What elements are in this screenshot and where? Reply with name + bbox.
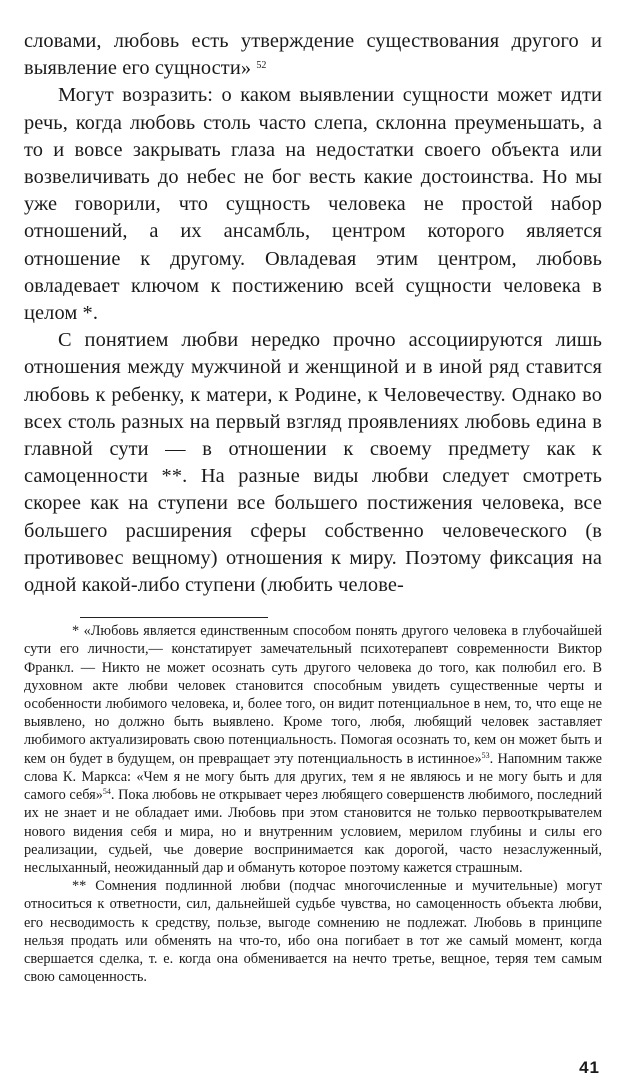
footnote-divider [80,617,268,618]
reference-53: 53 [481,750,490,760]
paragraph-3: С понятием любви нередко прочно ассоциируются лишь отношения между мужчиной и женщиной и в иной ряд ставится любовь к ребенку, к матери, к Родине, к Человечеству. Однако во всех столь разных на первый взгляд проявлениях любовь едина в главной сути — в отношении к своему предмету как к самоценности **. На разные виды любви следует смотреть скорее как на ступени все большего постижения человека, все большего расширения сферы собственно человеческого (в противовес вещному) отношения к миру. Поэтому фиксация на одной какой-либо ступени (любить челове- [24,329,602,597]
paragraph-1 [24,28,602,82]
reference-52: 52 [256,60,267,72]
footnote-1 [24,622,602,877]
book-page [24,28,602,986]
page-number: 41 [579,1058,600,1077]
footnote-1-part-a: * «Любовь является единственным способом понять другого человека в глубочайшей сути его личности,— констатирует замечательный психотерапевт современности Виктор Франкл. — Никто не может осознать суть другого человека до того, как полюбил его. В духовном акте любви человек становится способным увидеть существенные черты и особенности любимого человека, и, более того, он видит потенциальное в нем, то, что еще не выявлено, но должно быть выявлено. Кроме того, любя, любящий человек заставляет любимого актуализировать свою потенциальность. Помогая осознать то, кем он может быть и кем он будет в будущем, он превращает эту потенциальность в истинное» [24,623,602,767]
footnote-2: ** Сомнения подлинной любви (подчас многочисленные и мучительные) могут относиться к ответности, сил, дальнейшей судьбе чувства, но самоценность объекта любви, его несводимость к средству, пользе, выгоде сомнению не подлежат. Любовь в принципе нельзя продать или обменять на что-то, ибо она погибает в тот же самый момент, когда свершается сделка, т. е. когда она обменивается на нечто третье, вещное, теряя тем самым свою самоценность. [24,878,602,986]
footnotes [24,622,602,986]
reference-54: 54 [102,787,111,797]
footnote-1-part-b: . Напомним также слова К. Маркса: «Чем я не могу быть для других, тем я не являюсь и не могу быть и для самого себя» [24,750,602,804]
paragraph-2: Могут возразить: о каком выявлении сущности может идти речь, когда любовь столь часто слепа, склонна преуменьшать, а то и вовсе закрывать глаза на недостатки своего объекта или возвеличивать до небес не бог весть какие достоинства. Но мы уже говорили, что сущность человека не простой набор отношений, а их ансамбль, центром которого является отношение к другому. Овладевая этим центром, любовь овладевает ключом к постижению всей сущности человека в целом *. [24,84,602,325]
paragraph-1-text: словами, любовь есть утверждение существования другого и выявление его сущности» [24,30,602,80]
main-text [24,28,602,599]
footnote-1-part-c: . Пока любовь не открывает через любящего совершенств любимого, последний их не знает и не обладает ими. Любовь при этом становится не только первооткрывателем нового видения себя и мира, но и внутренним условием, мерилом глубины и силы его реализации, судьей, чье доверие воспринимается как дорогой, часто незаслуженный, неслыханный, неожиданный дар и обмануть которое поэтому кажется страшным. [24,787,602,876]
